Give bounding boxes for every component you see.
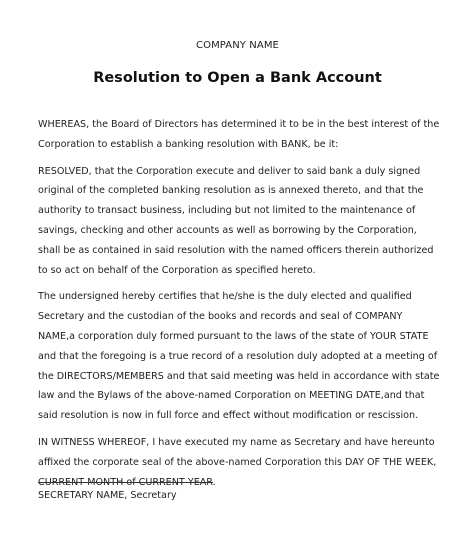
paragraph-resolved: RESOLVED, that the Corporation execute and deliver to said bank a duly signed original of the completed banking resolution as is annexed thereto, and that the authority to transact business, including but not limited to the maintenance of savings, checking and other accounts as well as borrowing by the Corporation, shall be as contained in said resolution with the named officers therein authorized to so act on behalf of the Corporation as specified hereto. (38, 165, 434, 276)
signature-name: SECRETARY NAME, Secretary (38, 490, 177, 501)
document-body (38, 115, 440, 499)
paragraph-certification: The undersigned hereby certifies that he/she is the duly elected and qualified Secretary and the custodian of the books and records and seal of COMPANY NAME,a corporation duly formed pursuant to the laws of the state of YOUR STATE and that the foregoing is a true record of a resolution duly adopted at a meeting of the DIRECTORS/MEMBERS and that said meeting was held in accordance with state law and the Bylaws of the above-named Corporation on MEETING DATE,and that said resolution is now in full force and effect without modification or rescission. (38, 291, 440, 422)
document-title: Resolution to Open a Bank Account (93, 70, 382, 86)
paragraph-whereas: WHEREAS, the Board of Directors has determined it to be in the best interest of the Corporation to establish a banking resolution with BANK, be it: (38, 119, 440, 150)
company-name: COMPANY NAME (196, 40, 279, 51)
paragraph-witness: IN WITNESS WHEREOF, I have executed my name as Secretary and have hereunto affixed the corporate seal of the above-named Corporation this DAY OF THE WEEK, CURRENT MONTH of CURRENT YEAR. (38, 436, 437, 488)
signature-line (38, 482, 213, 483)
